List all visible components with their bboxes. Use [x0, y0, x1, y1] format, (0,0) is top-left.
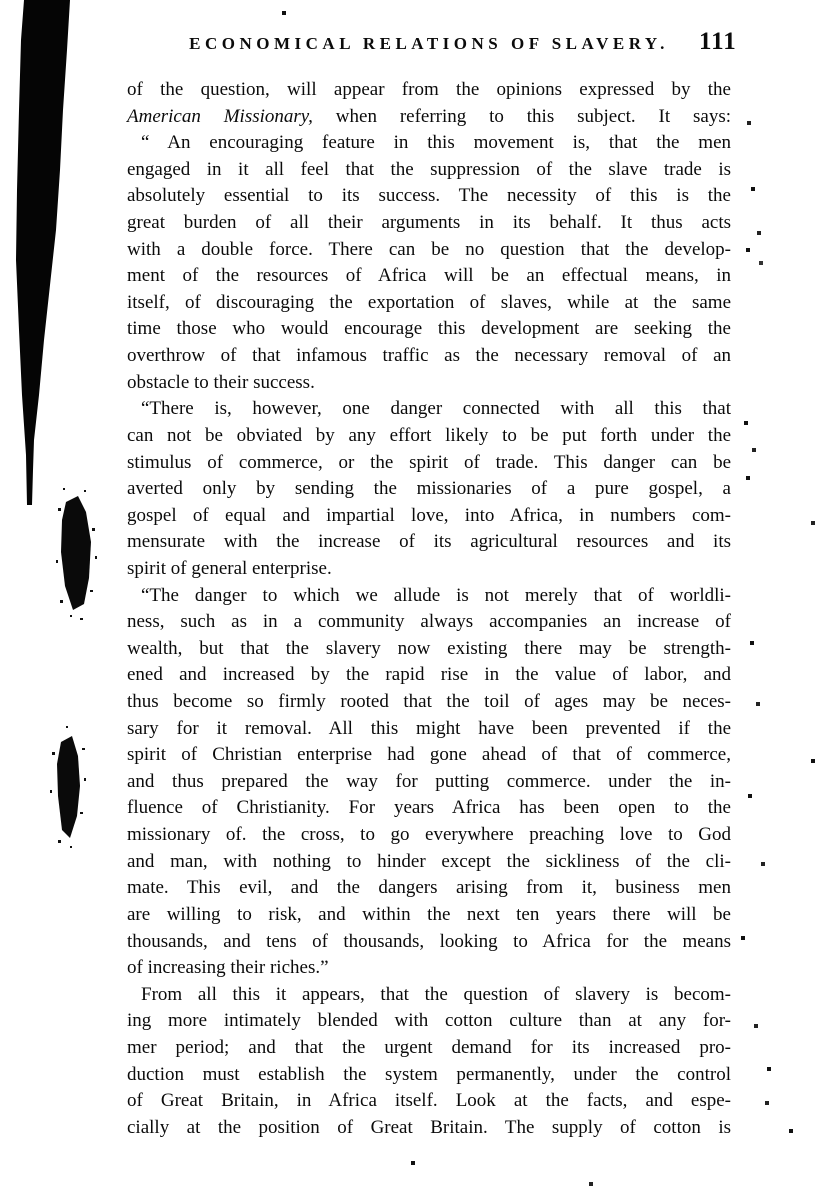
- text-line: [127, 503, 731, 530]
- scan-artifact-binding-shadow: [0, 0, 110, 900]
- text-segment: of the question, will appear from the opinions expressed by the: [127, 79, 731, 100]
- text-line: [127, 1062, 731, 1089]
- text-line: [127, 689, 731, 716]
- page-number: 111: [699, 28, 737, 55]
- text-segment: ened and increased by the rapid rise in the value of labor, and: [127, 664, 731, 686]
- text-line: [127, 609, 731, 636]
- text-line: [127, 343, 731, 370]
- text-line: [127, 822, 731, 849]
- text-segment: great burden of all their arguments in its behalf. It thus acts: [127, 212, 731, 234]
- text-line: [127, 716, 731, 743]
- text-line: [127, 450, 731, 477]
- text-line: [127, 183, 731, 210]
- page-text: [127, 77, 731, 1141]
- scan-noise-dots: [0, 0, 2, 2]
- text-line: [127, 1035, 731, 1062]
- text-line: [127, 104, 731, 131]
- text-line: [127, 902, 731, 929]
- text-line: [127, 237, 731, 264]
- text-segment: with a double force. There can be no question that the develop-: [127, 238, 731, 260]
- text-segment: are willing to risk, and within the next ten years there will be: [127, 903, 731, 925]
- text-segment: can not be obviated by any effort likely to be put forth under the: [127, 424, 731, 446]
- text-line: [127, 583, 731, 610]
- text-line: [127, 316, 731, 343]
- text-segment: thousands, and tens of thousands, looking to Africa for the means: [127, 930, 731, 952]
- text-segment: spirit of Christian enterprise had gone ahead of that of commerce,: [127, 744, 731, 766]
- text-line: [127, 210, 731, 237]
- text-line: [127, 529, 731, 556]
- text-line: [127, 556, 731, 583]
- text-segment: “There is, however, one danger connected with all this that: [141, 398, 731, 420]
- text-line: [127, 742, 731, 769]
- text-segment: thus become so firmly rooted that the toil of ages may be neces-: [127, 691, 731, 713]
- text-segment: gospel of equal and impartial love, into Africa, in numbers com-: [127, 504, 731, 526]
- text-segment: spirit of general enterprise.: [127, 557, 332, 579]
- text-segment: time those who would encourage this development are seeking the: [127, 318, 731, 340]
- text-segment: and thus prepared the way for putting commerce. under the in-: [127, 770, 731, 792]
- text-line: [127, 662, 731, 689]
- running-header: [127, 34, 731, 60]
- text-line: [127, 423, 731, 450]
- text-segment: of Great Britain, in Africa itself. Look at the facts, and espe-: [127, 1090, 731, 1112]
- text-line: [127, 795, 731, 822]
- italic-text: American Missionary,: [127, 105, 313, 127]
- text-segment: itself, of discouraging the exportation of slaves, while at the same: [127, 291, 731, 313]
- text-segment: wealth, but that the slavery now existing there may be strength-: [127, 637, 731, 659]
- text-segment: mate. This evil, and the dangers arising from it, business men: [127, 877, 731, 899]
- text-segment: duction must establish the system permanently, under the control: [127, 1063, 731, 1085]
- text-segment: fluence of Christianity. For years Africa has been open to the: [127, 797, 731, 819]
- text-line: [127, 130, 731, 157]
- text-line: [127, 769, 731, 796]
- text-segment: mensurate with the increase of its agricultural resources and its: [127, 531, 731, 553]
- text-segment: and man, with nothing to hinder except the sickliness of the cli-: [127, 850, 731, 872]
- text-segment: ing more intimately blended with cotton culture than at any for-: [127, 1010, 731, 1032]
- text-line: [127, 476, 731, 503]
- text-segment: “The danger to which we allude is not merely that of worldli-: [141, 584, 731, 606]
- text-line: [127, 77, 731, 104]
- text-segment: stimulus of commerce, or the spirit of trade. This danger can be: [127, 451, 731, 473]
- text-segment: ness, such as in a community always accompanies an increase of: [127, 611, 731, 633]
- text-line: [127, 157, 731, 184]
- text-line: [127, 875, 731, 902]
- text-segment: sary for it removal. All this might have been prevented if the: [127, 717, 731, 739]
- text-line: [127, 370, 731, 397]
- text-line: [127, 849, 731, 876]
- text-segment: obstacle to their success.: [127, 371, 315, 393]
- running-header-title: ECONOMICAL RELATIONS OF SLAVERY.: [189, 34, 669, 53]
- text-line: [127, 636, 731, 663]
- text-segment: mer period; and that the urgent demand for its increased pro-: [127, 1036, 731, 1058]
- text-segment: of increasing their riches.”: [127, 957, 329, 979]
- text-line: [127, 263, 731, 290]
- text-segment: “ An encouraging feature in this movement is, that the men: [141, 132, 731, 154]
- text-line: [127, 396, 731, 423]
- text-segment: engaged in it all feel that the suppression of the slave trade is: [127, 158, 731, 180]
- text-line: [127, 290, 731, 317]
- text-segment: absolutely essential to its success. The necessity of this is the: [127, 185, 731, 207]
- text-segment: missionary of. the cross, to go everywhere preaching love to God: [127, 824, 731, 846]
- text-line: [127, 1088, 731, 1115]
- text-segment: when referring to this subject. It says:: [312, 105, 731, 127]
- text-segment: overthrow of that infamous traffic as the necessary removal of an: [127, 345, 731, 367]
- text-line: [127, 1115, 731, 1142]
- text-line: [127, 982, 731, 1009]
- text-segment: ment of the resources of Africa will be an effectual means, in: [127, 265, 731, 287]
- text-segment: From all this it appears, that the question of slavery is becom-: [141, 983, 731, 1005]
- text-line: [127, 929, 731, 956]
- text-line: [127, 955, 731, 982]
- text-segment: cially at the position of Great Britain. The supply of cotton is: [127, 1116, 731, 1138]
- text-line: [127, 1008, 731, 1035]
- text-segment: averted only by sending the missionaries of a pure gospel, a: [127, 478, 731, 500]
